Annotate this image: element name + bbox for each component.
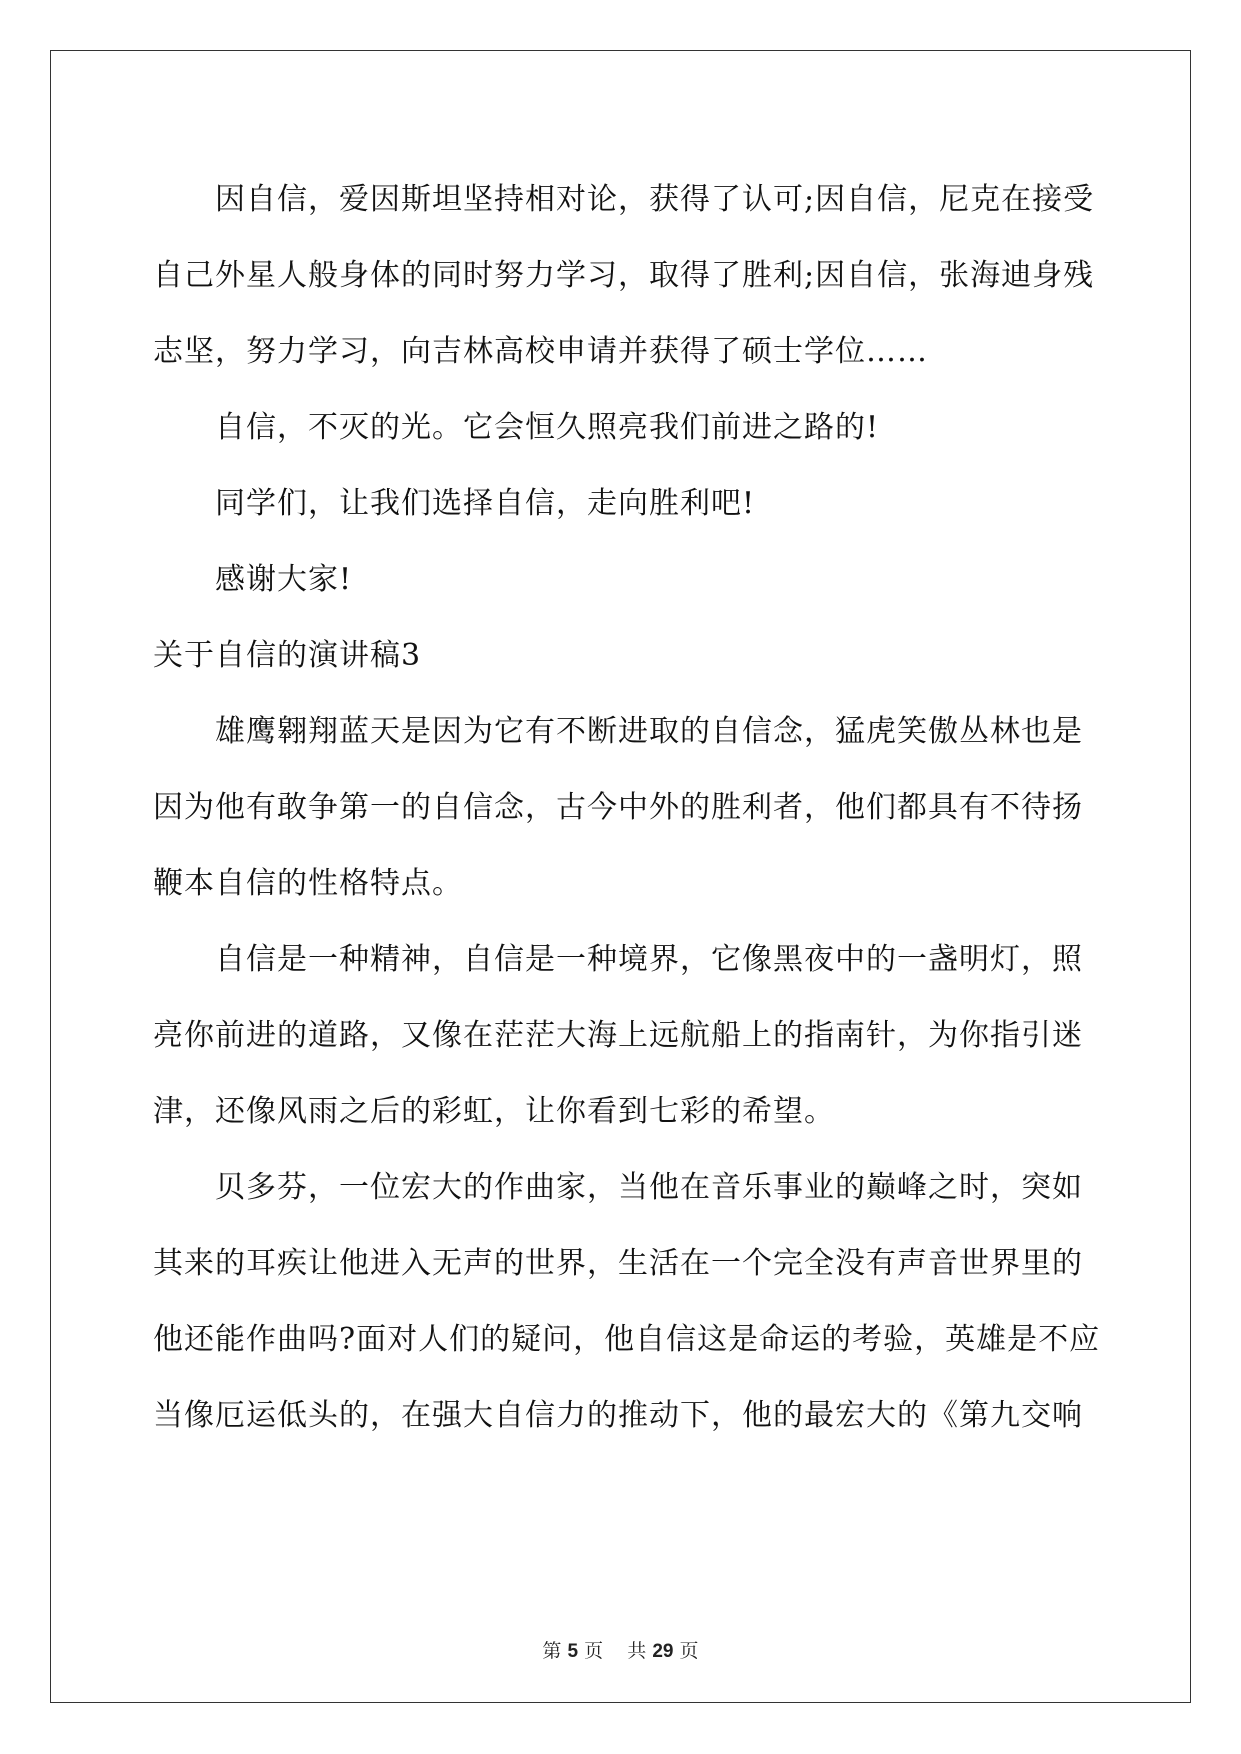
text-line: 当像厄运低头的，在强大自信力的推动下，他的最宏大的《第九交响 bbox=[153, 1398, 1083, 1433]
text-line: 贝多芬，一位宏大的作曲家，当他在音乐事业的巅峰之时，突如 bbox=[215, 1170, 1083, 1205]
text-line: 感谢大家! bbox=[215, 562, 353, 597]
text-line: 自信是一种精神，自信是一种境界，它像黑夜中的一盏明灯，照 bbox=[215, 942, 1083, 977]
footer-total-pages: 29 bbox=[652, 1641, 674, 1662]
footer-total-suffix: 页 bbox=[679, 1640, 699, 1662]
text-line: 鞭本自信的性格特点。 bbox=[153, 866, 463, 901]
text-line: 自信，不灭的光。它会恒久照亮我们前进之路的! bbox=[215, 410, 880, 445]
text-line: 雄鹰翱翔蓝天是因为它有不断进取的自信念，猛虎笑傲丛林也是 bbox=[215, 714, 1083, 749]
text-line: 同学们，让我们选择自信，走向胜利吧! bbox=[215, 486, 756, 521]
text-line: 因为他有敢争第一的自信念，古今中外的胜利者，他们都具有不待扬 bbox=[153, 790, 1083, 825]
footer-page-number: 5 bbox=[567, 1641, 579, 1662]
footer-total-prefix: 共 bbox=[627, 1640, 647, 1662]
text-line: 志坚，努力学习，向吉林高校申请并获得了硕士学位…… bbox=[153, 334, 928, 369]
footer-page-prefix: 第 bbox=[542, 1640, 562, 1662]
text-line: 因自信，爱因斯坦坚持相对论，获得了认可;因自信，尼克在接受 bbox=[215, 182, 1095, 217]
text-line: 亮你前进的道路，又像在茫茫大海上远航船上的指南针，为你指引迷 bbox=[153, 1018, 1083, 1053]
page-footer bbox=[0, 1636, 1241, 1663]
text-line: 自己外星人般身体的同时努力学习，取得了胜利;因自信，张海迪身残 bbox=[153, 258, 1095, 293]
footer-page-suffix: 页 bbox=[584, 1640, 604, 1662]
section-heading: 关于自信的演讲稿3 bbox=[153, 638, 422, 673]
text-line: 其来的耳疾让他进入无声的世界，生活在一个完全没有声音世界里的 bbox=[153, 1246, 1083, 1281]
text-line: 津，还像风雨之后的彩虹，让你看到七彩的希望。 bbox=[153, 1094, 835, 1129]
document-body bbox=[153, 162, 1101, 1454]
text-line: 他还能作曲吗?面对人们的疑问，他自信这是命运的考验，英雄是不应 bbox=[153, 1322, 1101, 1357]
